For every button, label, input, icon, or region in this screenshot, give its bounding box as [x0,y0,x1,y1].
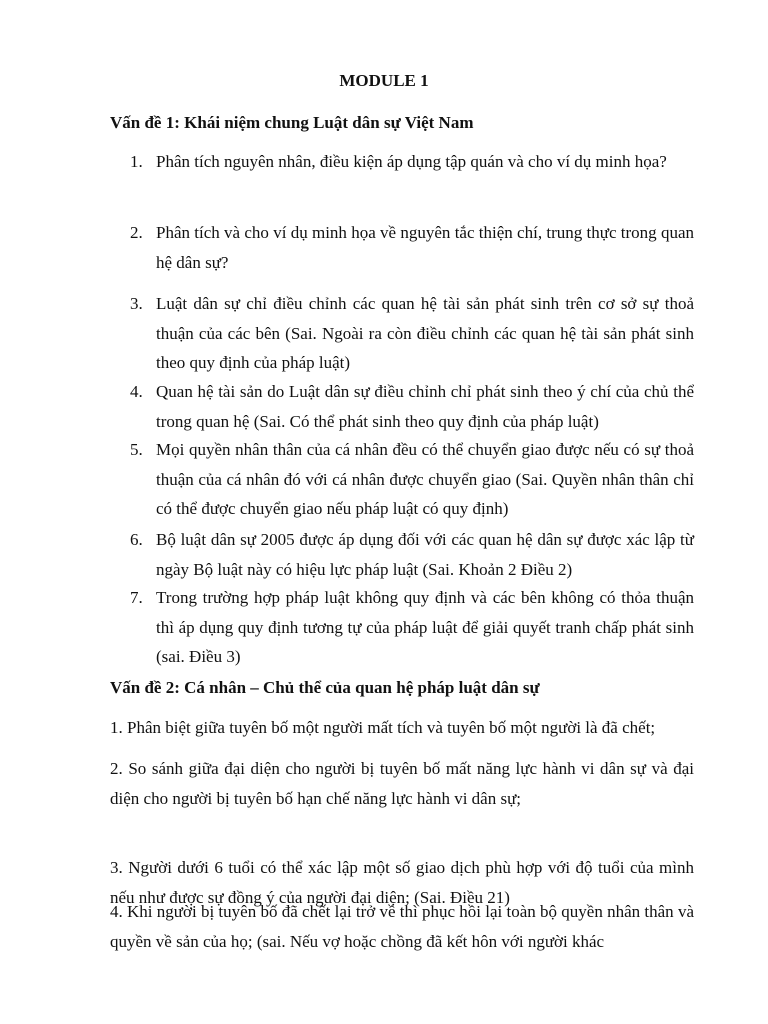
list-item-text: Bộ luật dân sự 2005 được áp dụng đối với các quan hệ dân sự được xác lập từ ngày Bộ luật này có hiệu lực pháp luật (Sai. Khoản 2 Điều 2) [156,530,694,579]
list-item-number: 2. [130,223,143,242]
list-item [130,583,694,672]
section-2-heading: Vấn đề 2: Cá nhân – Chủ thể của quan hệ pháp luật dân sự [110,678,540,697]
list-item-number: 3. [130,294,143,313]
list-item [130,377,694,436]
list-item-text: Mọi quyền nhân thân của cá nhân đều có thể chuyển giao được nếu có sự thoả thuận của cá nhân đó với cá nhân được chuyển giao (Sai. Quyền nhân thân chỉ có thể được chuyển giao nếu pháp luật có quy định) [156,440,694,518]
list-item-number: 4. [130,382,143,401]
section-1-heading: Vấn đề 1: Khái niệm chung Luật dân sự Việt Nam [110,113,474,132]
list-item-text: Trong trường hợp pháp luật không quy định và các bên không có thỏa thuận thì áp dụng quy định tương tự của pháp luật để giải quyết tranh chấp phát sinh (sai. Điều 3) [156,588,694,666]
list-item-text: Phân tích và cho ví dụ minh họa về nguyên tắc thiện chí, trung thực trong quan hệ dân sự? [156,223,694,272]
paragraph: 1. Phân biệt giữa tuyên bố một người mất tích và tuyên bố một người là đã chết; [110,718,656,737]
paragraph: 3. Người dưới 6 tuổi có thể xác lập một số giao dịch phù hợp với độ tuổi của mình nếu như được sự đồng ý của người đại diện; (Sai. Điều 21) [110,858,694,907]
list-item-text: Luật dân sự chỉ điều chỉnh các quan hệ tài sản phát sinh trên cơ sở sự thoả thuận của các bên (Sai. Ngoài ra còn điều chỉnh các quan hệ tài sản phát sinh theo quy định của pháp luật) [156,294,694,372]
list-item-text: Quan hệ tài sản do Luật dân sự điều chỉnh chỉ phát sinh theo ý chí của chủ thể trong quan hệ (Sai. Có thể phát sinh theo quy định của pháp luật) [156,382,694,431]
paragraph: 2. So sánh giữa đại diện cho người bị tuyên bố mất năng lực hành vi dân sự và đại diện cho người bị tuyên bố hạn chế năng lực hành vi dân sự; [110,759,694,808]
list-item [130,525,694,584]
paragraph: 4. Khi người bị tuyên bố đã chết lại trở về thì phục hồi lại toàn bộ quyền nhân thân và quyền về sản của họ; (sai. Nếu vợ hoặc chồng đã kết hôn với người khác [110,902,694,951]
list-item [130,218,694,277]
document-title: MODULE 1 [339,71,429,90]
list-item-text: Phân tích nguyên nhân, điều kiện áp dụng tập quán và cho ví dụ minh họa? [156,152,667,171]
list-item [130,289,694,378]
list-item-number: 6. [130,530,143,549]
list-item-number: 1. [130,152,143,171]
list-item [130,147,694,177]
list-item-number: 5. [130,440,143,459]
list-item-number: 7. [130,588,143,607]
list-item [130,435,694,524]
